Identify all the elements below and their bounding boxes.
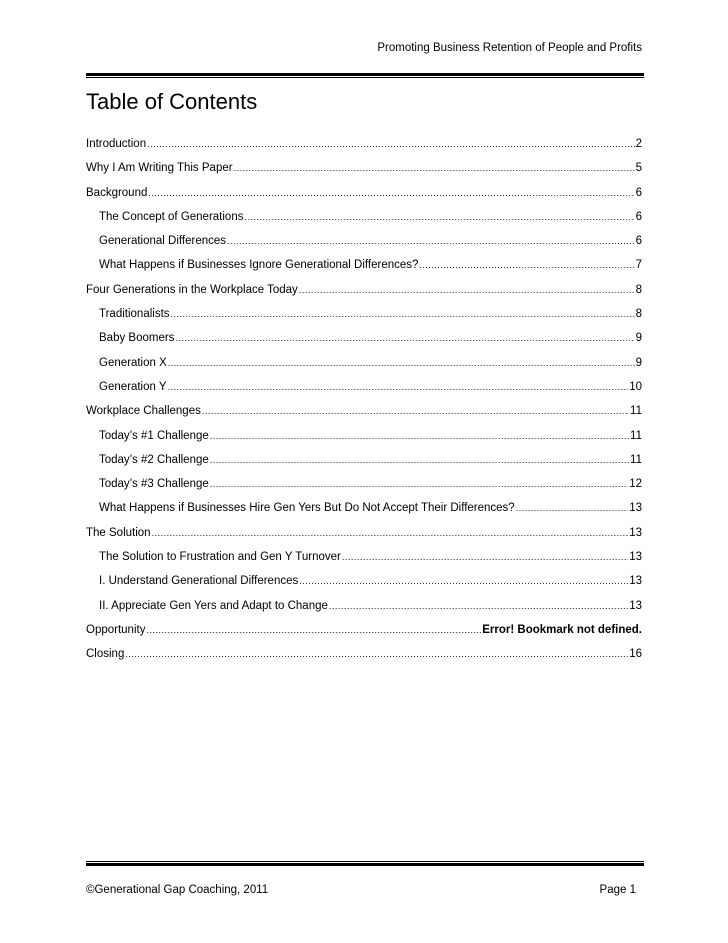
toc-dot-leader (210, 455, 629, 465)
toc-page-number: 9 (635, 356, 642, 369)
toc-page-number: 9 (635, 332, 642, 345)
toc-dot-leader (210, 431, 629, 441)
toc-dot-leader (244, 212, 634, 222)
toc-dot-leader (147, 139, 634, 149)
toc-entry-baby-boomers[interactable] (86, 332, 642, 356)
toc-entry-appreciate-gen-yers[interactable] (86, 600, 642, 624)
toc-dot-leader (329, 601, 628, 611)
toc-entry-label: Generational Differences (99, 235, 226, 248)
toc-entry-label: Traditionalists (99, 308, 170, 321)
toc-entry-label: Generation Y (99, 380, 167, 393)
toc-page-number: 13 (629, 599, 642, 612)
toc-entry-label: I. Understand Generational Differences (99, 575, 299, 588)
toc-entry-introduction[interactable] (86, 138, 642, 162)
toc-entry-four-generations[interactable] (86, 284, 642, 308)
toc-title: Table of Contents (86, 89, 258, 114)
toc-entry-label: Introduction (86, 138, 147, 150)
table-of-contents (86, 138, 642, 673)
toc-entry-generational-differences[interactable] (86, 235, 642, 259)
header-divider (86, 73, 644, 78)
toc-entry-label: Generation X (99, 356, 167, 369)
toc-entry-challenge-1[interactable] (86, 430, 642, 454)
toc-dot-leader (299, 285, 635, 295)
toc-entry-challenge-3[interactable] (86, 478, 642, 502)
toc-page-number: 7 (635, 259, 642, 272)
toc-dot-leader (299, 576, 628, 586)
toc-entry-the-solution[interactable] (86, 527, 642, 551)
footer-page-number: Page 1 (599, 884, 636, 896)
footer-copyright: ©Generational Gap Coaching, 2011 (86, 884, 269, 896)
toc-page-number: 16 (629, 648, 642, 661)
toc-page-number: 13 (629, 526, 642, 539)
toc-dot-leader (125, 649, 628, 659)
running-header: Promoting Business Retention of People and Profits (377, 42, 642, 54)
toc-entry-background[interactable] (86, 187, 642, 211)
toc-entry-closing[interactable] (86, 648, 642, 672)
toc-entry-label: Today’s #3 Challenge (99, 478, 209, 491)
toc-page-number: 13 (629, 575, 642, 588)
toc-entry-generation-x[interactable] (86, 357, 642, 381)
toc-entry-label: The Solution (86, 526, 151, 539)
toc-dot-leader (202, 406, 629, 416)
toc-page-number: 13 (629, 551, 642, 564)
toc-entry-label: Baby Boomers (99, 332, 175, 345)
toc-page-number: 6 (635, 210, 642, 223)
toc-entry-label: II. Appreciate Gen Yers and Adapt to Change (99, 599, 328, 612)
toc-entry-label: What Happens if Businesses Hire Gen Yers But Do Not Accept Their Differences? (99, 502, 515, 515)
toc-entry-label: The Concept of Generations (99, 210, 244, 223)
toc-entry-opportunity[interactable] (86, 624, 642, 648)
toc-dot-leader (234, 163, 635, 173)
toc-page-number: 10 (629, 380, 642, 393)
toc-page-number: 11 (630, 429, 642, 442)
toc-entry-ignore-differences[interactable] (86, 259, 642, 283)
toc-page-number: 5 (635, 162, 642, 175)
toc-entry-understand-differences[interactable] (86, 575, 642, 599)
toc-dot-leader (175, 333, 634, 343)
toc-dot-leader (152, 528, 629, 538)
toc-dot-leader (146, 625, 481, 635)
toc-entry-label: Four Generations in the Workplace Today (86, 283, 298, 296)
footer-divider (86, 861, 644, 866)
toc-dot-leader (210, 479, 628, 489)
toc-dot-leader (168, 358, 635, 368)
toc-dot-leader (419, 260, 634, 270)
toc-bookmark-error: Error! Bookmark not defined. (482, 623, 642, 636)
toc-entry-label: Background (86, 186, 148, 199)
toc-entry-label: Closing (86, 648, 125, 661)
toc-entry-label: What Happens if Businesses Ignore Generational Differences? (99, 259, 419, 272)
toc-page-number: 2 (635, 138, 642, 150)
toc-dot-leader (171, 309, 635, 319)
toc-dot-leader (148, 188, 634, 198)
toc-dot-leader (227, 236, 635, 246)
toc-entry-traditionalists[interactable] (86, 308, 642, 332)
toc-dot-leader (516, 503, 629, 513)
toc-entry-label: Why I Am Writing This Paper (86, 162, 233, 175)
toc-page-number: 11 (630, 453, 642, 466)
toc-entry-generation-y[interactable] (86, 381, 642, 405)
toc-page-number: 12 (629, 478, 642, 491)
toc-entry-hire-gen-yers[interactable] (86, 502, 642, 526)
toc-dot-leader (168, 382, 629, 392)
toc-entry-challenge-2[interactable] (86, 454, 642, 478)
toc-page-number: 8 (635, 308, 642, 321)
toc-dot-leader (342, 552, 628, 562)
toc-entry-workplace-challenges[interactable] (86, 405, 642, 429)
toc-entry-label: Today’s #1 Challenge (99, 429, 209, 442)
toc-page-number: 8 (635, 283, 642, 296)
toc-entry-label: The Solution to Frustration and Gen Y Turnover (99, 551, 341, 564)
toc-entry-solution-frustration[interactable] (86, 551, 642, 575)
toc-page-number: 6 (635, 186, 642, 199)
toc-page-number: 13 (629, 502, 642, 515)
toc-entry-concept-of-generations[interactable] (86, 211, 642, 235)
toc-page-number: 6 (635, 235, 642, 248)
toc-entry-why-writing[interactable] (86, 162, 642, 186)
toc-page-number: 11 (630, 405, 642, 418)
toc-entry-label: Workplace Challenges (86, 405, 201, 418)
toc-entry-label: Today’s #2 Challenge (99, 453, 209, 466)
toc-entry-label: Opportunity (86, 623, 146, 636)
